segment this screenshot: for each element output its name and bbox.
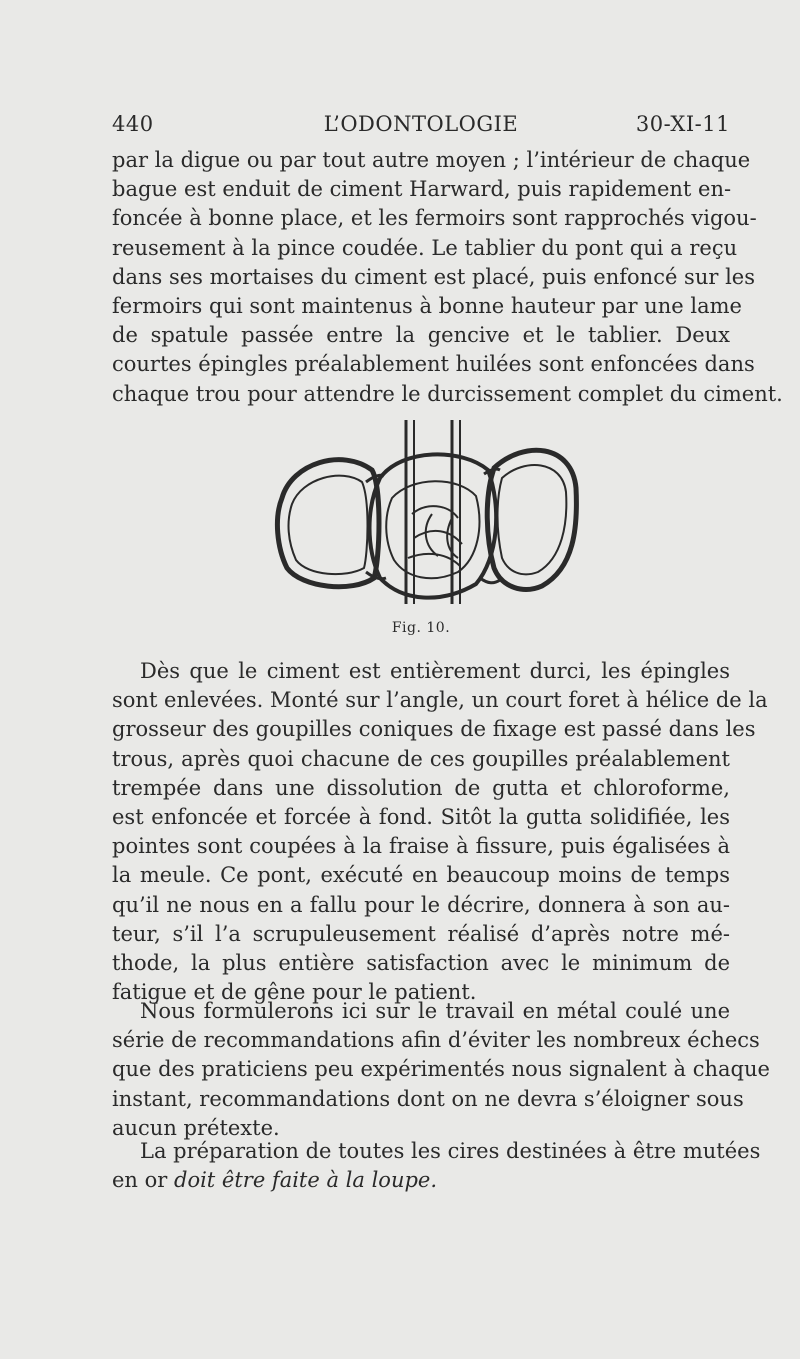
text-line: dans ses mortaises du ciment est placé, puis enfoncé sur les xyxy=(112,264,755,289)
text-line: qu’il ne nous en a fallu pour le décrire, donnera à son au- xyxy=(112,892,730,917)
text-line: fatigue et de gêne pour le patient. xyxy=(112,980,477,1005)
text-line: par la digue ou par tout autre moyen ; l’intérieur de chaque xyxy=(112,148,751,172)
text-line: que des praticiens peu expérimentés nous signalent à chaque xyxy=(112,1057,770,1082)
text-line: teur, s’il l’a scrupuleusement réalisé d’après notre mé- xyxy=(112,921,730,946)
text-line: de spatule passée entre la gencive et le tablier. Deux xyxy=(112,323,730,348)
text-line: série de recommandations afin d’éviter les nombreux échecs xyxy=(112,1028,760,1053)
text-line: pointes sont coupées à la fraise à fissure, puis égalisées à xyxy=(112,834,730,859)
text-line: bague est enduit de ciment Harward, puis rapidement en- xyxy=(112,177,732,202)
paragraph-3 xyxy=(112,997,770,1143)
text-line: aucun prétexte. xyxy=(112,1115,280,1140)
issue-date: 30-XI-11 xyxy=(635,112,730,136)
figure-caption: Fig. 10. xyxy=(391,620,451,636)
journal-title: L’ODONTOLOGIE xyxy=(323,112,519,136)
text-line: instant, recommandations dont on ne devra s’éloigner sous xyxy=(112,1086,744,1111)
text-line: Nous formulerons ici sur le travail en métal coulé une xyxy=(140,999,730,1023)
italic-text: doit être faite à la loupe. xyxy=(174,1168,438,1193)
text-line: sont enlevées. Monté sur l’angle, un court foret à hélice de la xyxy=(112,688,768,713)
page-number: 440 xyxy=(112,112,154,136)
text-line-prefix: en or xyxy=(112,1168,168,1193)
text-line: courtes épingles préalablement huilées sont enfoncées dans xyxy=(112,352,755,377)
text-line: trempée dans une dissolution de gutta et chloroforme, xyxy=(112,775,730,800)
text-line: foncée à bonne place, et les fermoirs sont rapprochés vigou- xyxy=(112,206,757,231)
text-line: est enfoncée et forcée à fond. Sitôt la gutta solidifiée, les xyxy=(112,805,730,830)
text-line: Dès que le ciment est entièrement durci, les épingles xyxy=(140,659,730,683)
text-line: trous, après quoi chacune de ces goupilles préalablement xyxy=(112,746,730,771)
text-line: thode, la plus entière satisfaction avec le minimum de xyxy=(112,951,730,976)
text-line: la meule. Ce pont, exécuté en beaucoup moins de temps xyxy=(112,863,730,888)
text-line: fermoirs qui sont maintenus à bonne hauteur par une lame xyxy=(112,294,742,319)
paragraph-4 xyxy=(112,1137,761,1195)
text-line: chaque trou pour attendre le durcissement complet du ciment. xyxy=(112,381,783,406)
text-line: La préparation de toutes les cires destinées à être mutées xyxy=(140,1139,761,1163)
text-line: reusement à la pince coudée. Le tablier du pont qui a reçu xyxy=(112,235,738,260)
paragraph-2 xyxy=(112,657,768,1007)
text-line xyxy=(112,1166,730,1195)
dental-bridge-illustration xyxy=(262,418,582,608)
text-line: grosseur des goupilles coniques de fixage est passé dans les xyxy=(112,717,756,742)
paragraph-1 xyxy=(112,146,783,409)
